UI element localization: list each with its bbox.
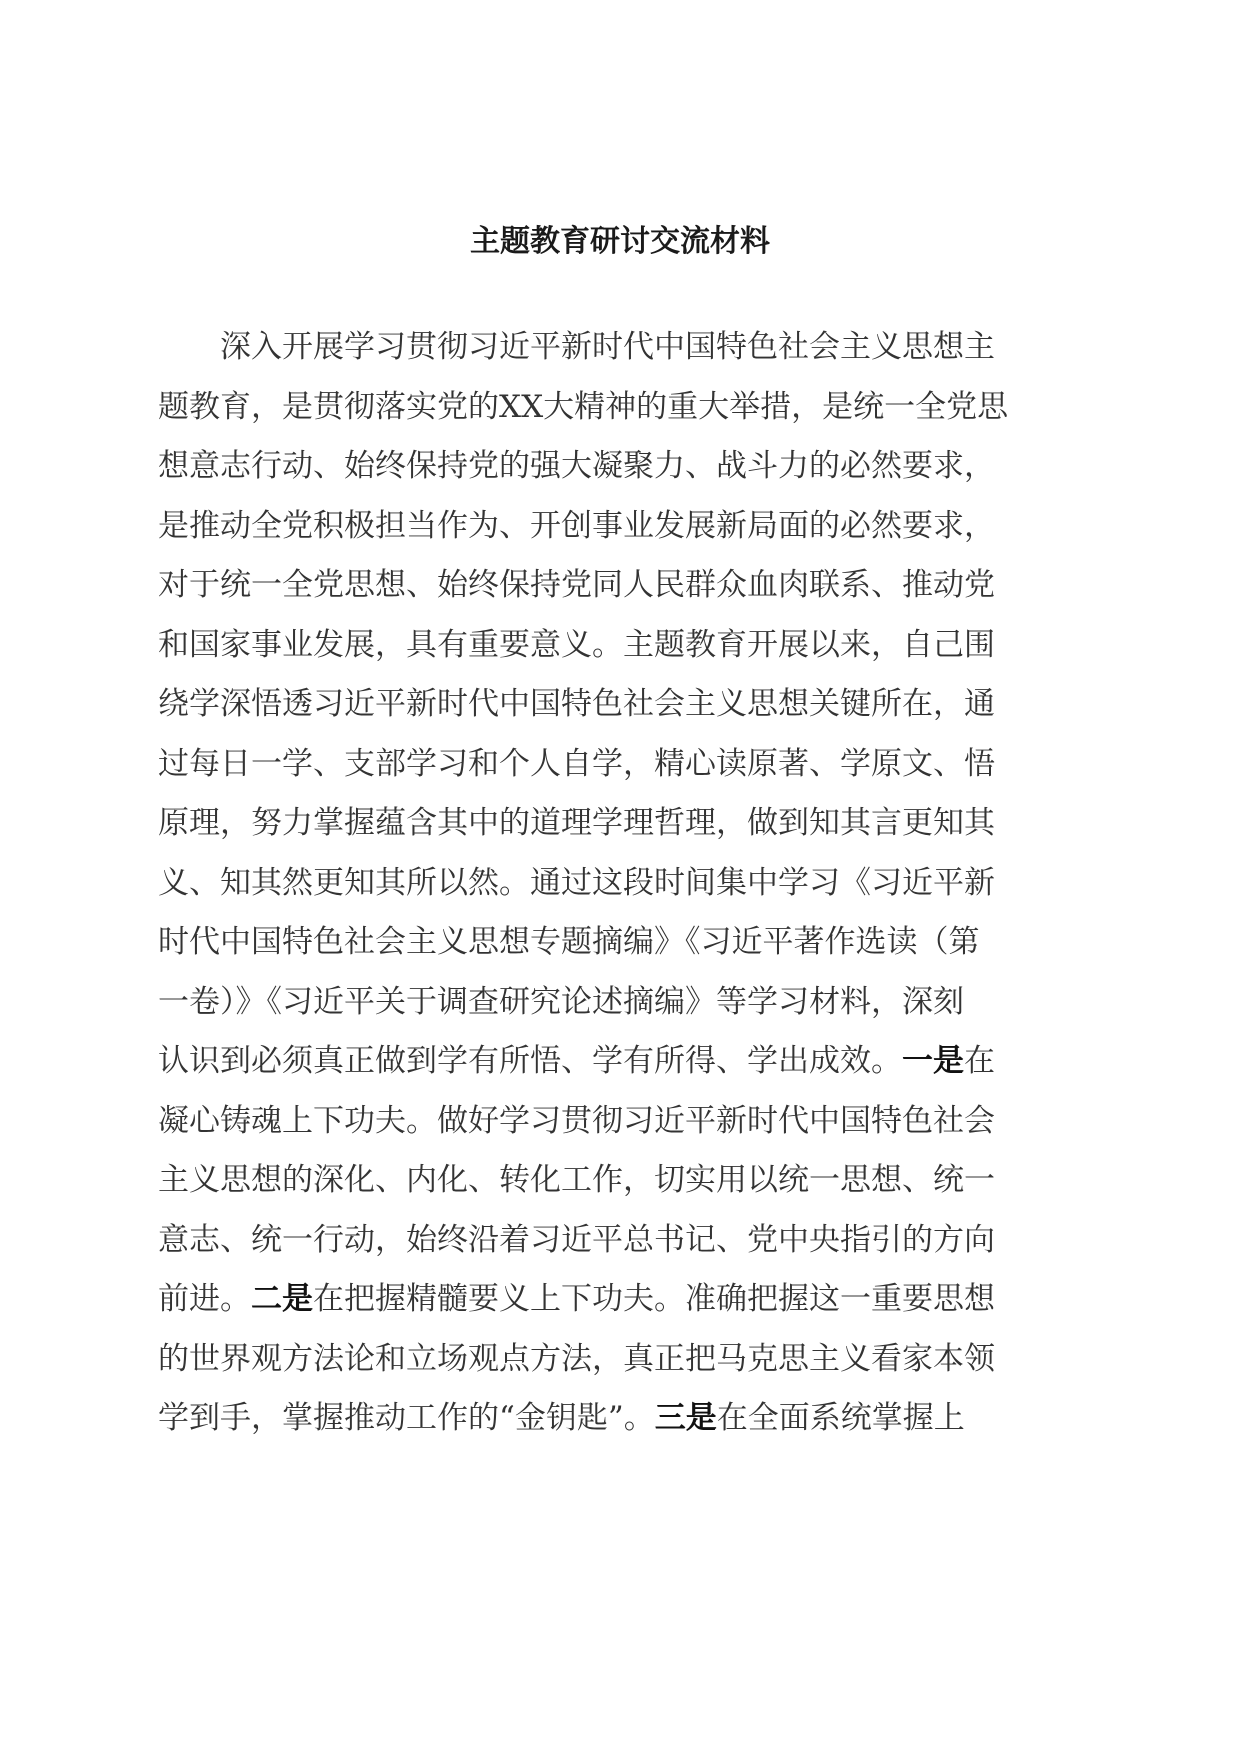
paragraph-line	[158, 1270, 1078, 1330]
line-text: 在	[964, 1043, 995, 1079]
paragraph-line	[158, 1330, 1078, 1390]
line-text: 时代中国特色社会主义思想专题摘编》《习近平著作选读（第	[158, 924, 980, 960]
line-text: 认识到必须真正做到学有所悟、学有所得、学出成效。	[158, 1043, 902, 1079]
line-text: 前进。	[158, 1281, 251, 1317]
paragraph-line	[158, 675, 1078, 735]
line-text: 义、知其然更知其所以然。通过这段时间集中学习《习近平新	[158, 864, 995, 901]
line-text: 凝心铸魂上下功夫。做好学习贯彻习近平新时代中国特色社会	[158, 1102, 995, 1139]
line-text: 的世界观方法论和立场观点方法，真正把马克思主义看家本领	[158, 1340, 995, 1377]
line-text: 原理，努力掌握蕴含其中的道理学理哲理，做到知其言更知其	[158, 805, 995, 841]
paragraph-line	[158, 913, 1078, 973]
paragraph-line	[158, 1092, 1078, 1152]
paragraph-line	[158, 378, 1078, 438]
emphasis-keyword: 二是	[251, 1281, 313, 1317]
paragraph-line	[158, 973, 1078, 1033]
emphasis-keyword: 一是	[902, 1043, 964, 1079]
line-text: 在全面系统掌握上	[716, 1400, 965, 1436]
paragraph-line	[158, 854, 1078, 914]
line-text: 在把握精髓要义上下功夫。准确把握这一重要思想	[313, 1281, 995, 1317]
line-text: 题教育，是贯彻落实党的XX大精神的重大举措，是统一全党思	[158, 388, 1009, 425]
paragraph-line	[158, 735, 1078, 795]
paragraph-line	[158, 1032, 1078, 1092]
line-text: 对于统一全党思想、始终保持党同人民群众血肉联系、推动党	[158, 567, 995, 603]
paragraph-line	[158, 1389, 1078, 1449]
line-text: 主义思想的深化、内化、转化工作，切实用以统一思想、统一	[158, 1162, 995, 1198]
line-text: 一卷）》《习近平关于调查研究论述摘编》等学习材料，深刻	[158, 983, 964, 1020]
line-text: 绕学深悟透习近平新时代中国特色社会主义思想关键所在，通	[158, 686, 995, 722]
line-text: 深入开展学习贯彻习近平新时代中国特色社会主义思想主	[220, 329, 995, 365]
line-text: 过每日一学、支部学习和个人自学，精心读原著、学原文、悟	[158, 745, 995, 782]
line-text: 和国家事业发展，具有重要意义。主题教育开展以来，自己围	[158, 626, 995, 663]
paragraph-line	[158, 794, 1078, 854]
paragraph-line	[158, 1211, 1078, 1271]
emphasis-keyword: 三是	[654, 1400, 717, 1436]
paragraph-line	[158, 497, 1078, 557]
line-text: 是推动全党积极担当作为、开创事业发展新局面的必然要求，	[158, 507, 995, 544]
line-text: 意志、统一行动，始终沿着习近平总书记、党中央指引的方向	[158, 1221, 995, 1258]
paragraph-line	[158, 1151, 1078, 1211]
document-title: 主题教育研讨交流材料	[470, 224, 770, 259]
body-paragraph	[158, 318, 1078, 1449]
paragraph-line	[158, 437, 1078, 497]
paragraph-line	[158, 318, 1078, 378]
line-text: 学到手，掌握推动工作的“金钥匙”。	[158, 1400, 655, 1436]
paragraph-line	[158, 556, 1078, 616]
line-text: 想意志行动、始终保持党的强大凝聚力、战斗力的必然要求，	[158, 448, 995, 484]
paragraph-line	[158, 616, 1078, 676]
